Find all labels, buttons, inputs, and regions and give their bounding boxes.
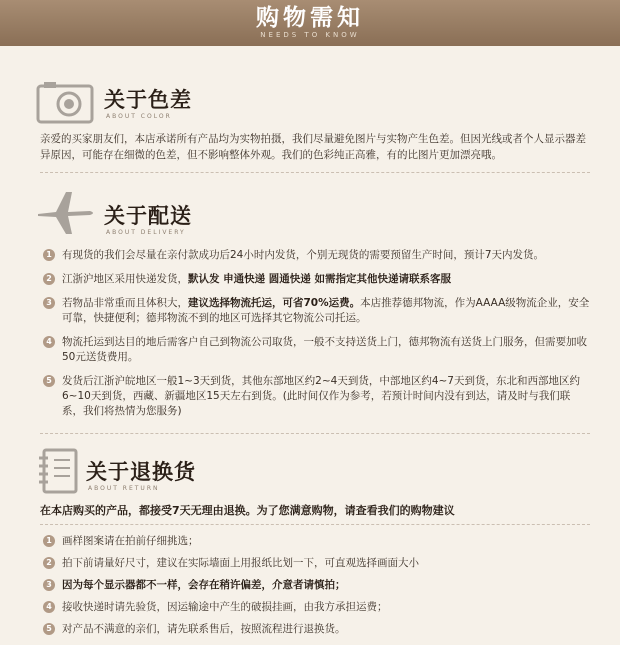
item-text-bold: 因为每个显示器都不一样，会存在稍许偏差，介意者请慎拍； bbox=[62, 579, 346, 591]
returns-section-subtitle: ABOUT RETURN bbox=[88, 485, 160, 492]
color-section-title: 关于色差 bbox=[104, 88, 192, 112]
divider bbox=[40, 433, 590, 434]
returns-intro: 在本店购买的产品，都接受7天无理由退换。为了您满意购物，请查看我们的购物建议 bbox=[40, 504, 455, 517]
list-item bbox=[40, 296, 590, 326]
number-badge: 4 bbox=[43, 601, 55, 613]
item-text: 江浙沪地区采用快递发货， bbox=[62, 273, 188, 285]
list-item bbox=[40, 574, 590, 596]
item-text-bold: 建议选择物流托运，可省70%运费。 bbox=[188, 297, 361, 309]
list-item bbox=[40, 618, 590, 640]
delivery-section-title: 关于配送 bbox=[104, 204, 192, 228]
item-text: 接收快递时请先验货，因运输途中产生的破损挂画，由我方承担运费； bbox=[62, 601, 388, 613]
color-description: 亲爱的买家朋友们，本店承诺所有产品均为实物拍摄，我们尽量避免图片与实物产生色差。但因光线或者个人显示器差异原因，可能存在细微的色差，但不影响整体外观。我们的色彩纯正高雅，有的比图片更加漂亮哦。 bbox=[40, 133, 586, 161]
list-item bbox=[40, 530, 590, 552]
list-item bbox=[40, 552, 590, 574]
page-title: 购物需知 bbox=[256, 5, 364, 31]
divider bbox=[40, 524, 590, 525]
color-section-subtitle: ABOUT COLOR bbox=[106, 113, 172, 120]
number-badge: 3 bbox=[43, 297, 55, 309]
list-item bbox=[40, 596, 590, 618]
list-item bbox=[40, 248, 590, 263]
delivery-list bbox=[40, 248, 590, 419]
item-text: 画样图案请在拍前仔细挑选； bbox=[62, 535, 199, 547]
number-badge: 1 bbox=[43, 535, 55, 547]
camera-icon bbox=[36, 80, 94, 124]
returns-section-header bbox=[36, 448, 596, 508]
list-item bbox=[40, 272, 590, 287]
item-text-bold: 默认发 申通快递 圆通快递 如需指定其他快递请联系客服 bbox=[188, 273, 451, 285]
number-badge: 4 bbox=[43, 336, 55, 348]
item-text: 本店推荐德邦物流，作为AAAA级物流企业，安全可靠，快捷便利；德邦物流不到的地区可选择其它物流公司托运。 bbox=[62, 297, 590, 324]
item-text: 物流托运到达目的地后需客户自己到物流公司取货，一般不支持送货上门，德邦物流有送货上门服务，但需要加收50元送货费用。 bbox=[62, 336, 587, 363]
list-item bbox=[40, 335, 590, 365]
number-badge: 5 bbox=[43, 375, 55, 387]
divider bbox=[40, 172, 590, 173]
notebook-icon bbox=[36, 448, 86, 494]
number-badge: 2 bbox=[43, 557, 55, 569]
delivery-section-subtitle: ABOUT DELIVERY bbox=[106, 229, 186, 236]
delivery-section-header bbox=[36, 190, 596, 250]
item-text: 若物品非常重而且体积大， bbox=[62, 297, 188, 309]
item-text: 对产品不满意的亲们，请先联系售后，按照流程进行退换货。 bbox=[62, 623, 346, 635]
number-badge: 3 bbox=[43, 579, 55, 591]
number-badge: 2 bbox=[43, 273, 55, 285]
number-badge: 1 bbox=[43, 249, 55, 261]
header-banner bbox=[0, 0, 620, 46]
number-badge: 5 bbox=[43, 623, 55, 635]
returns-list bbox=[40, 530, 590, 640]
page-subtitle: NEEDS TO KNOW bbox=[260, 31, 360, 39]
item-text: 有现货的我们会尽量在亲付款成功后24小时内发货，个别无现货的需要预留生产时间，预计7天内发货。 bbox=[62, 249, 545, 261]
item-text: 发货后江浙沪皖地区一般1~3天到货，其他东部地区约2~4天到货，中部地区约4~7天到货，东北和西部地区约6~10天到货，西藏、新疆地区15天左右到货。(此时间仅作为参考，若预计时间内没有到达，请及时与我们联系，我们将热情为您服务) bbox=[62, 375, 580, 417]
list-item bbox=[40, 374, 590, 419]
airplane-icon bbox=[36, 190, 98, 236]
returns-section-title: 关于退换货 bbox=[86, 460, 196, 484]
item-text: 拍下前请量好尺寸，建议在实际墙面上用报纸比划一下，可直观选择画面大小 bbox=[62, 557, 419, 569]
